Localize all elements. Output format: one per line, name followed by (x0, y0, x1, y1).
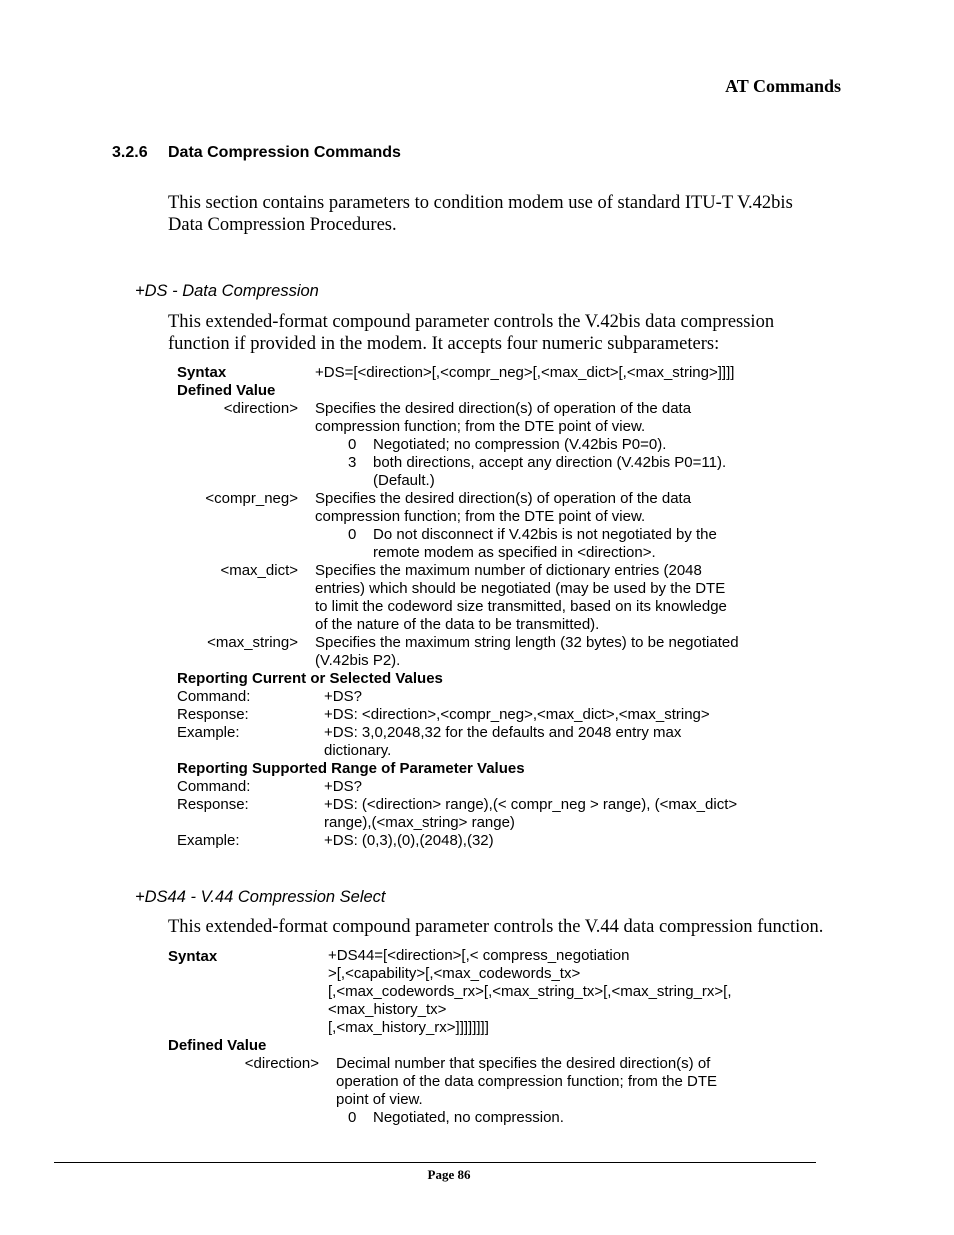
ds44-direction-desc-3: point of view. (336, 1091, 423, 1108)
ds-supported-example-label: Example: (177, 832, 240, 849)
ds-supported-command-value: +DS? (324, 778, 362, 795)
ds-direction-opt0-num: 0 (348, 436, 357, 453)
ds-compr-neg-opt0-text-1: Do not disconnect if V.42bis is not negotiated by the (373, 526, 717, 543)
ds-param-compr-neg-name: <compr_neg> (205, 490, 298, 507)
ds-param-direction-desc-1: Specifies the desired direction(s) of operation of the data (315, 400, 692, 417)
ds-param-max-string-name: <max_string> (207, 634, 298, 651)
ds44-direction-opt0-text: Negotiated, no compression. (373, 1109, 564, 1126)
ds-param-max-string-desc-1: Specifies the maximum string length (32 bytes) to be negotiated (315, 634, 739, 651)
ds-syntax-value: +DS=[<direction>[,<compr_neg>[,<max_dict>[,<max_string>]]]] (315, 364, 735, 381)
ds-direction-opt0-text: Negotiated; no compression (V.42bis P0=0). (373, 436, 667, 453)
ds-desc-line-2: function if provided in the modem. It accepts four numeric subparameters: (168, 334, 720, 354)
ds44-defined-value-label: Defined Value (168, 1037, 267, 1054)
ds-param-max-dict-desc-4: of the nature of the data to be transmitted). (315, 616, 600, 633)
ds-param-direction-name: <direction> (223, 400, 298, 417)
ds-param-compr-neg-desc-2: compression function; from the DTE point of view. (315, 508, 646, 525)
ds-compr-neg-opt0-text-2: remote modem as specified in <direction>. (373, 544, 656, 561)
ds-param-max-string-desc-2: (V.42bis P2). (315, 652, 401, 669)
ds-param-compr-neg-desc-1: Specifies the desired direction(s) of operation of the data (315, 490, 692, 507)
ds-desc-line-1: This extended-format compound parameter controls the V.42bis data compression (168, 312, 775, 332)
ds-supported-response-label: Response: (177, 796, 249, 813)
ds-current-command-label: Command: (177, 688, 251, 705)
ds-current-example-value-2: dictionary. (324, 742, 392, 759)
ds44-desc: This extended-format compound parameter controls the V.44 data compression function. (168, 917, 824, 937)
ds-supported-response-value-1: +DS: (<direction> range),(< compr_neg > range), (<max_dict> (324, 796, 738, 813)
ds44-heading: +DS44 - V.44 Compression Select (135, 888, 386, 906)
ds-param-max-dict-desc-3: to limit the codeword size transmitted, based on its knowledge (315, 598, 727, 615)
ds-reporting-supported-heading: Reporting Supported Range of Parameter Values (177, 760, 525, 777)
ds-direction-opt3-text-2: (Default.) (373, 472, 435, 489)
ds44-direction-desc-2: operation of the data compression function; from the DTE (336, 1073, 718, 1090)
ds44-syntax-line-2: >[,<capability>[,<max_codewords_tx> (328, 965, 581, 982)
ds-reporting-current-heading: Reporting Current or Selected Values (177, 670, 443, 687)
ds-param-max-dict-desc-2: entries) which should be negotiated (may be used by the DTE (315, 580, 726, 597)
ds-current-example-value-1: +DS: 3,0,2048,32 for the defaults and 2048 entry max (324, 724, 682, 741)
ds44-syntax-line-5: [,<max_history_rx>]]]]]]]] (328, 1019, 489, 1036)
ds-compr-neg-opt0-num: 0 (348, 526, 357, 543)
ds-param-direction-desc-2: compression function; from the DTE point of view. (315, 418, 646, 435)
ds44-direction-desc-1: Decimal number that specifies the desired direction(s) of (336, 1055, 711, 1072)
ds-heading: +DS - Data Compression (135, 282, 319, 300)
ds-current-response-value: +DS: <direction>,<compr_neg>,<max_dict>,<max_string> (324, 706, 710, 723)
ds44-direction-opt0-num: 0 (348, 1109, 357, 1126)
ds-param-max-dict-name: <max_dict> (220, 562, 298, 579)
ds-param-max-dict-desc-1: Specifies the maximum number of dictionary entries (2048 (315, 562, 702, 579)
ds-current-command-value: +DS? (324, 688, 362, 705)
running-header: AT Commands (725, 76, 841, 96)
section-number: 3.2.6 (112, 144, 148, 161)
ds-current-response-label: Response: (177, 706, 249, 723)
ds-supported-example-value: +DS: (0,3),(0),(2048),(32) (324, 832, 494, 849)
ds-supported-command-label: Command: (177, 778, 251, 795)
ds44-direction-name: <direction> (244, 1055, 319, 1072)
intro-line-1: This section contains parameters to condition modem use of standard ITU-T V.42bis (168, 193, 793, 213)
ds-syntax-label: Syntax (177, 364, 227, 381)
intro-line-2: Data Compression Procedures. (168, 215, 397, 235)
ds44-syntax-line-3: [,<max_codewords_rx>[,<max_string_tx>[,<max_string_rx>[, (328, 983, 732, 1000)
ds-current-example-label: Example: (177, 724, 240, 741)
ds-direction-opt3-text-1: both directions, accept any direction (V.42bis P0=11). (373, 454, 727, 471)
page-number: Page 86 (427, 1167, 471, 1182)
ds44-syntax-line-4: <max_history_tx> (328, 1001, 447, 1018)
ds44-syntax-label: Syntax (168, 948, 218, 965)
ds-direction-opt3-num: 3 (348, 454, 357, 471)
ds-defined-value-label: Defined Value (177, 382, 276, 399)
ds-supported-response-value-2: range),(<max_string> range) (324, 814, 515, 831)
ds44-syntax-line-1: +DS44=[<direction>[,< compress_negotiation (328, 947, 630, 964)
footer-rule (54, 1162, 816, 1163)
section-title: Data Compression Commands (168, 144, 401, 161)
